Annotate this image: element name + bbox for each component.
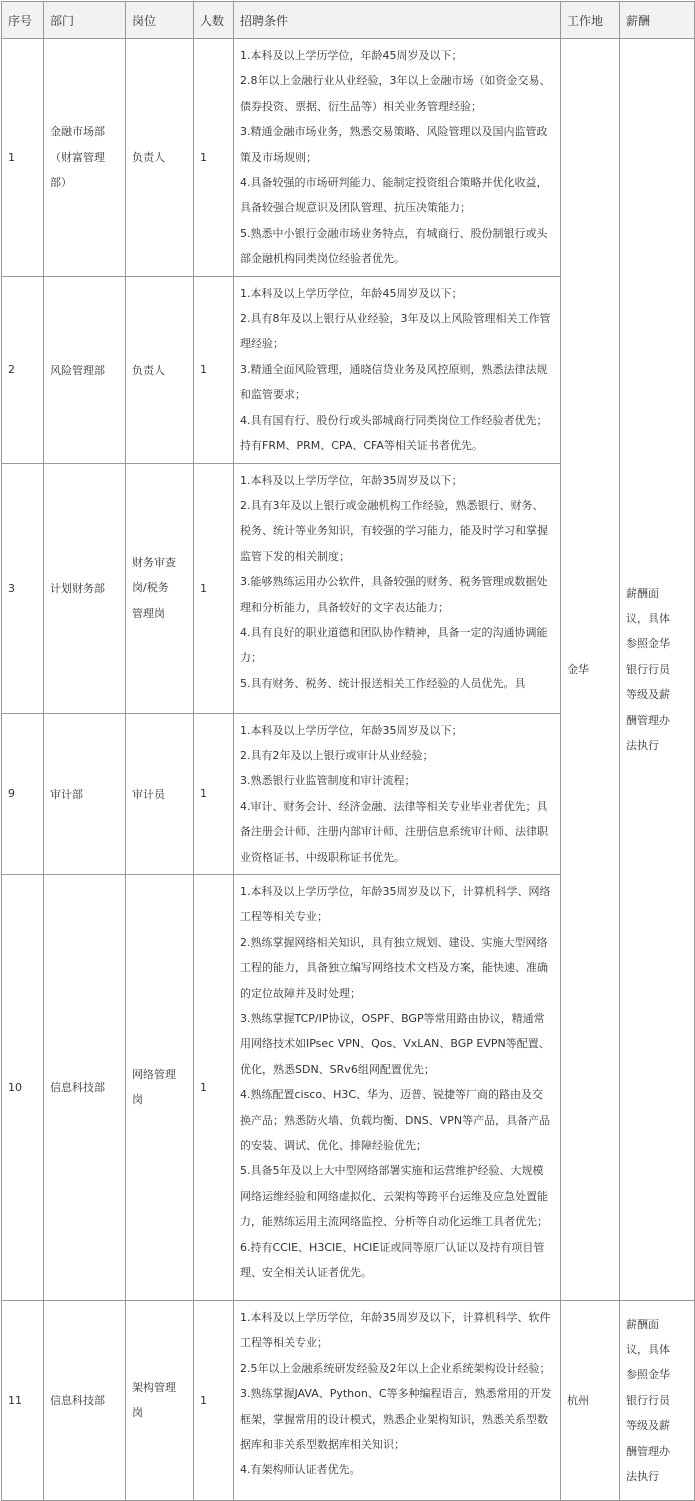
conditions-cell — [234, 463, 561, 713]
seq-cell: 2 — [2, 276, 44, 463]
dept-cell: 信息科技部 — [44, 874, 126, 1300]
condition-item: 5.具备5年及以上大中型网络部署实施和运营维护经验、大规模网络运维经验和网络虚拟化、云架构等跨平台运维及应急处置能力，能熟练运用主流网络监控、分析等自动化运维工具者优先； — [240, 1164, 548, 1229]
condition-item: 2.8年以上金融行业从业经验，3年以上金融市场（如资金交易、债券投资、票据、衍生品等）相关业务管理经验； — [240, 74, 551, 113]
condition-item: 1.本科及以上学历学位，年龄45周岁及以下； — [240, 49, 463, 62]
condition-item: 3.熟悉银行业监管制度和审计流程； — [240, 774, 416, 788]
condition-item: 5.具有财务、税务、统计报送相关工作经验的人员优先。具 — [240, 676, 526, 690]
conditions-cell — [234, 874, 561, 1300]
header-location: 工作地 — [561, 2, 620, 39]
post-cell: 架构管理 岗 — [126, 1300, 194, 1500]
header-salary: 薪酬 — [620, 2, 695, 39]
header-seq: 序号 — [2, 2, 44, 39]
condition-item: 4.具有良好的职业道德和团队协作精神，具备一定的沟通协调能力； — [240, 625, 548, 665]
header-conditions: 招聘条件 — [234, 2, 561, 39]
condition-item: 6.持有CCIE、H3CIE、HCIE证或同等原厂认证以及持有项目管理、安全相关认证者优先。 — [240, 1240, 545, 1280]
post-cell: 负责人 — [126, 276, 194, 463]
dept-cell: 信息科技部 — [44, 1300, 126, 1500]
count-cell: 1 — [194, 713, 234, 874]
condition-item: 2.熟练掌握网络相关知识，具有独立规划、建设、实施大型网络工程的能力，具备独立编写网络技术文档及方案，能快速、准确的定位故障并及时处理； — [240, 935, 548, 1000]
conditions-cell — [234, 713, 561, 874]
seq-cell: 1 — [2, 39, 44, 277]
post-cell: 负责人 — [126, 39, 194, 277]
header-post: 岗位 — [126, 2, 194, 39]
condition-item: 1.本科及以上学历学位，年龄35周岁及以下； — [240, 473, 463, 487]
condition-item: 4.具备较强的市场研判能力、能制定投资组合策略并优化收益，具备较强合规意识及团队管理、抗压决策能力； — [240, 176, 548, 215]
condition-item: 4.有架构师认证者优先。 — [240, 1463, 361, 1477]
post-cell: 财务审查 岗/税务 管理岗 — [126, 463, 194, 713]
count-cell: 1 — [194, 1300, 234, 1500]
condition-item: 1.本科及以上学历学位，年龄35周岁及以下，计算机科学、网络工程等相关专业； — [240, 884, 551, 924]
count-cell: 1 — [194, 463, 234, 713]
condition-item: 3.熟练掌握JAVA、Python、C等多种编程语言，熟悉常用的开发框架，掌握常用的设计模式，熟悉企业架构知识，熟悉关系型数据库和非关系型数据库相关知识； — [240, 1387, 552, 1451]
condition-item: 4.具有国有行、股份行或头部城商行同类岗位工作经验者优先；持有FRM、PRM、CPA、CFA等相关证书者优先。 — [240, 413, 548, 453]
conditions-cell — [234, 1300, 561, 1500]
location-cell: 金华 — [561, 39, 620, 1301]
location-cell: 杭州 — [561, 1300, 620, 1500]
count-cell: 1 — [194, 39, 234, 277]
dept-cell: 金融市场部 （财富管理 部） — [44, 39, 126, 277]
count-cell: 1 — [194, 874, 234, 1300]
salary-cell: 薪酬面 议，具体 参照金华 银行行员 等级及薪 酬管理办 法执行 — [620, 1300, 695, 1500]
condition-item: 2.具有2年及以上银行或审计从业经验； — [240, 748, 434, 762]
condition-item: 1.本科及以上学历学位，年龄35周岁及以下； — [240, 723, 463, 737]
seq-cell: 3 — [2, 463, 44, 713]
condition-item: 1.本科及以上学历学位，年龄45周岁及以下； — [240, 286, 463, 300]
seq-cell: 10 — [2, 874, 44, 1300]
conditions-cell — [234, 39, 561, 277]
condition-item: 3.能够熟练运用办公软件，具备较强的财务、税务管理或数据处理和分析能力，具备较好的文字表达能力； — [240, 575, 548, 614]
condition-item: 3.熟练掌握TCP/IP协议，OSPF、BGP等常用路由协议，精通常用网络技术如IPsec VPN、Qos、VxLAN、BGP EVPN等配置、优化，熟悉SDN、SRv6组网配置优先； — [240, 1011, 550, 1076]
dept-cell: 风险管理部 — [44, 276, 126, 463]
condition-item: 1.本科及以上学历学位，年龄35周岁及以下，计算机科学、软件工程等相关专业； — [240, 1310, 551, 1350]
seq-cell: 11 — [2, 1300, 44, 1500]
count-cell: 1 — [194, 276, 234, 463]
condition-item: 5.熟悉中小银行金融市场业务特点，有城商行、股份制银行或头部金融机构同类岗位经验者优先。 — [240, 226, 548, 266]
condition-item: 2.5年以上金融系统研发经验及2年以上企业系统架构设计经验； — [240, 1361, 551, 1375]
seq-cell: 9 — [2, 713, 44, 874]
salary-cell: 薪酬面 议，具体 参照金华 银行行员 等级及薪 酬管理办 法执行 — [620, 39, 695, 1301]
table-row — [2, 39, 695, 277]
conditions-cell — [234, 276, 561, 463]
post-cell: 网络管理 岗 — [126, 874, 194, 1300]
table-row — [2, 1300, 695, 1500]
header-dept: 部门 — [44, 2, 126, 39]
condition-item: 4.审计、财务会计、经济金融、法律等相关专业毕业者优先；具备注册会计师、注册内部审计师、注册信息系统审计师、法律职业资格证书、中级职称证书优先。 — [240, 799, 548, 864]
recruitment-table — [1, 1, 695, 1501]
header-row — [2, 2, 695, 39]
post-cell: 审计员 — [126, 713, 194, 874]
dept-cell: 计划财务部 — [44, 463, 126, 713]
condition-item: 3.精通金融市场业务，熟悉交易策略、风险管理以及国内监管政策及市场规则； — [240, 125, 548, 164]
dept-cell: 审计部 — [44, 713, 126, 874]
condition-item: 4.熟练配置cisco、H3C、华为、迈普、锐捷等厂商的路由及交换产品；熟悉防火墙、负载均衡、DNS、VPN等产品，具备产品的安装、调试、优化、排障经验优先； — [240, 1088, 551, 1152]
condition-item: 3.精通全面风险管理，通晓信贷业务及风控原则，熟悉法律法规和监管要求； — [240, 362, 548, 402]
header-count: 人数 — [194, 2, 234, 39]
condition-item: 2.具有8年及以上银行从业经验，3年及以上风险管理相关工作管理经验； — [240, 312, 551, 351]
condition-item: 2.具有3年及以上银行或金融机构工作经验，熟悉银行、财务、税务、统计等业务知识，有较强的学习能力，能及时学习和掌握监管下发的相关制度； — [240, 498, 548, 563]
